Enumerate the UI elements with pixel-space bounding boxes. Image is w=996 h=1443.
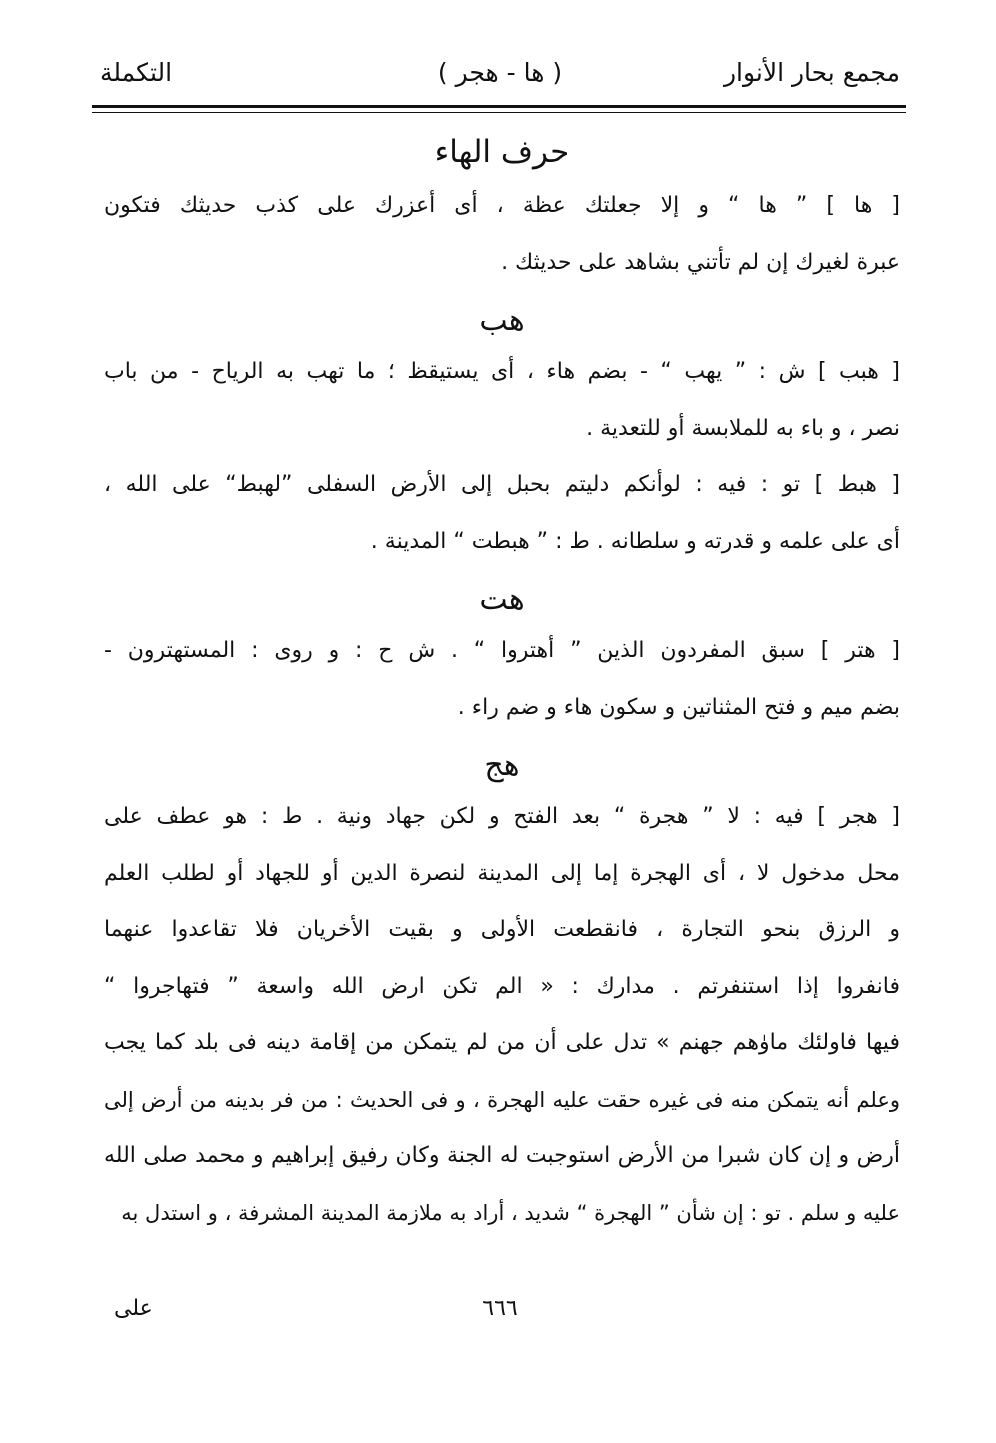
entry-paragraph [104, 178, 900, 291]
page-body [104, 124, 900, 1241]
entry-paragraph [104, 457, 900, 570]
text-line: [ هبط ] تو : فيه : لوأنكم دليتم بحبل إلى الأرض السفلى ”لهبط“ على الله ، [104, 472, 900, 497]
book-title: مجمع بحار الأنوار [723, 58, 900, 87]
text-line: أرض و إن كان شبرا من الأرض استوجبت له الجنة وكان رفيق إبراهيم و محمد صلى الله [104, 1143, 900, 1168]
text-line: محل مدخول لا ، أى الهجرة إما إلى المدينة لنصرة الدين أو للجهاد أو لطلب العلم [104, 860, 900, 886]
text-line: [ هجر ] فيه : لا ” هجرة “ بعد الفتح و لكن جهاد ونية . ط : هو عطف على [104, 804, 900, 829]
header-rule-thin [92, 112, 906, 113]
text-line: و الرزق بنحو التجارة ، فانقطعت الأولى و بقيت الأخريان فلا تقاعدوا عنهما [104, 917, 900, 942]
entries [104, 178, 900, 1241]
text-line: فيها فاولئك ماوٰهم جهنم » تدل على أن من لم يتمكن من إقامة دينه فى بلد كما يجب [104, 1030, 900, 1055]
running-header [100, 44, 900, 94]
text-line: [ ها ] ” ها “ و إلا جعلتك عظة ، أى أعزرك على كذب حديثك فتكون [104, 193, 900, 218]
text-line: [ هبب ] ش : ” يهب “ - بضم هاء ، أى يستيقظ ؛ ما تهب به الرياح - من باب [104, 359, 900, 384]
entry-paragraph [104, 623, 900, 736]
page-number: ٦٦٦ [482, 1296, 518, 1321]
entry-paragraph [104, 344, 900, 457]
text-line: فانفروا إذا استنفرتم . مدارك : « الم تكن ارض الله واسعة ” فتهاجروا “ [104, 973, 900, 999]
text-line: [ هتر ] سبق المفردون الذين ” أهتروا “ . ش ح : و روى : المستهترون - [104, 638, 900, 663]
text-line: أى على علمه و قدرته و سلطانه . ط : ” هبطت “ المدينة . [370, 528, 900, 554]
section-title: حرف الهاء [434, 134, 570, 170]
root-heading: هت [479, 582, 525, 617]
root-heading: هب [479, 303, 525, 338]
volume-name: التكملة [100, 58, 173, 87]
text-line: عبرة لغيرك إن لم تأتني بشاهد على حديثك . [501, 249, 900, 275]
text-line: نصر ، و باء به للملابسة أو للتعدية . [586, 415, 900, 441]
entry-paragraph [104, 789, 900, 1241]
text-line: وعلم أنه يتمكن منه فى غيره حقت عليه الهجرة ، و فى الحديث : من فر بدينه من أرض إلى [104, 1087, 900, 1112]
page-footer [100, 1296, 900, 1336]
text-line: عليه و سلم . تو : إن شأن ” الهجرة “ شديد ، أراد به ملازمة المدينة المشرفة ، و استدل به [121, 1200, 900, 1225]
entry-range: ( ها - هجر ) [437, 58, 563, 87]
header-rule-thick [92, 105, 906, 108]
root-heading: هج [484, 748, 520, 783]
text-line: بضم ميم و فتح المثناتين و سكون هاء و ضم راء . [457, 694, 900, 720]
catchword: على [114, 1296, 153, 1321]
